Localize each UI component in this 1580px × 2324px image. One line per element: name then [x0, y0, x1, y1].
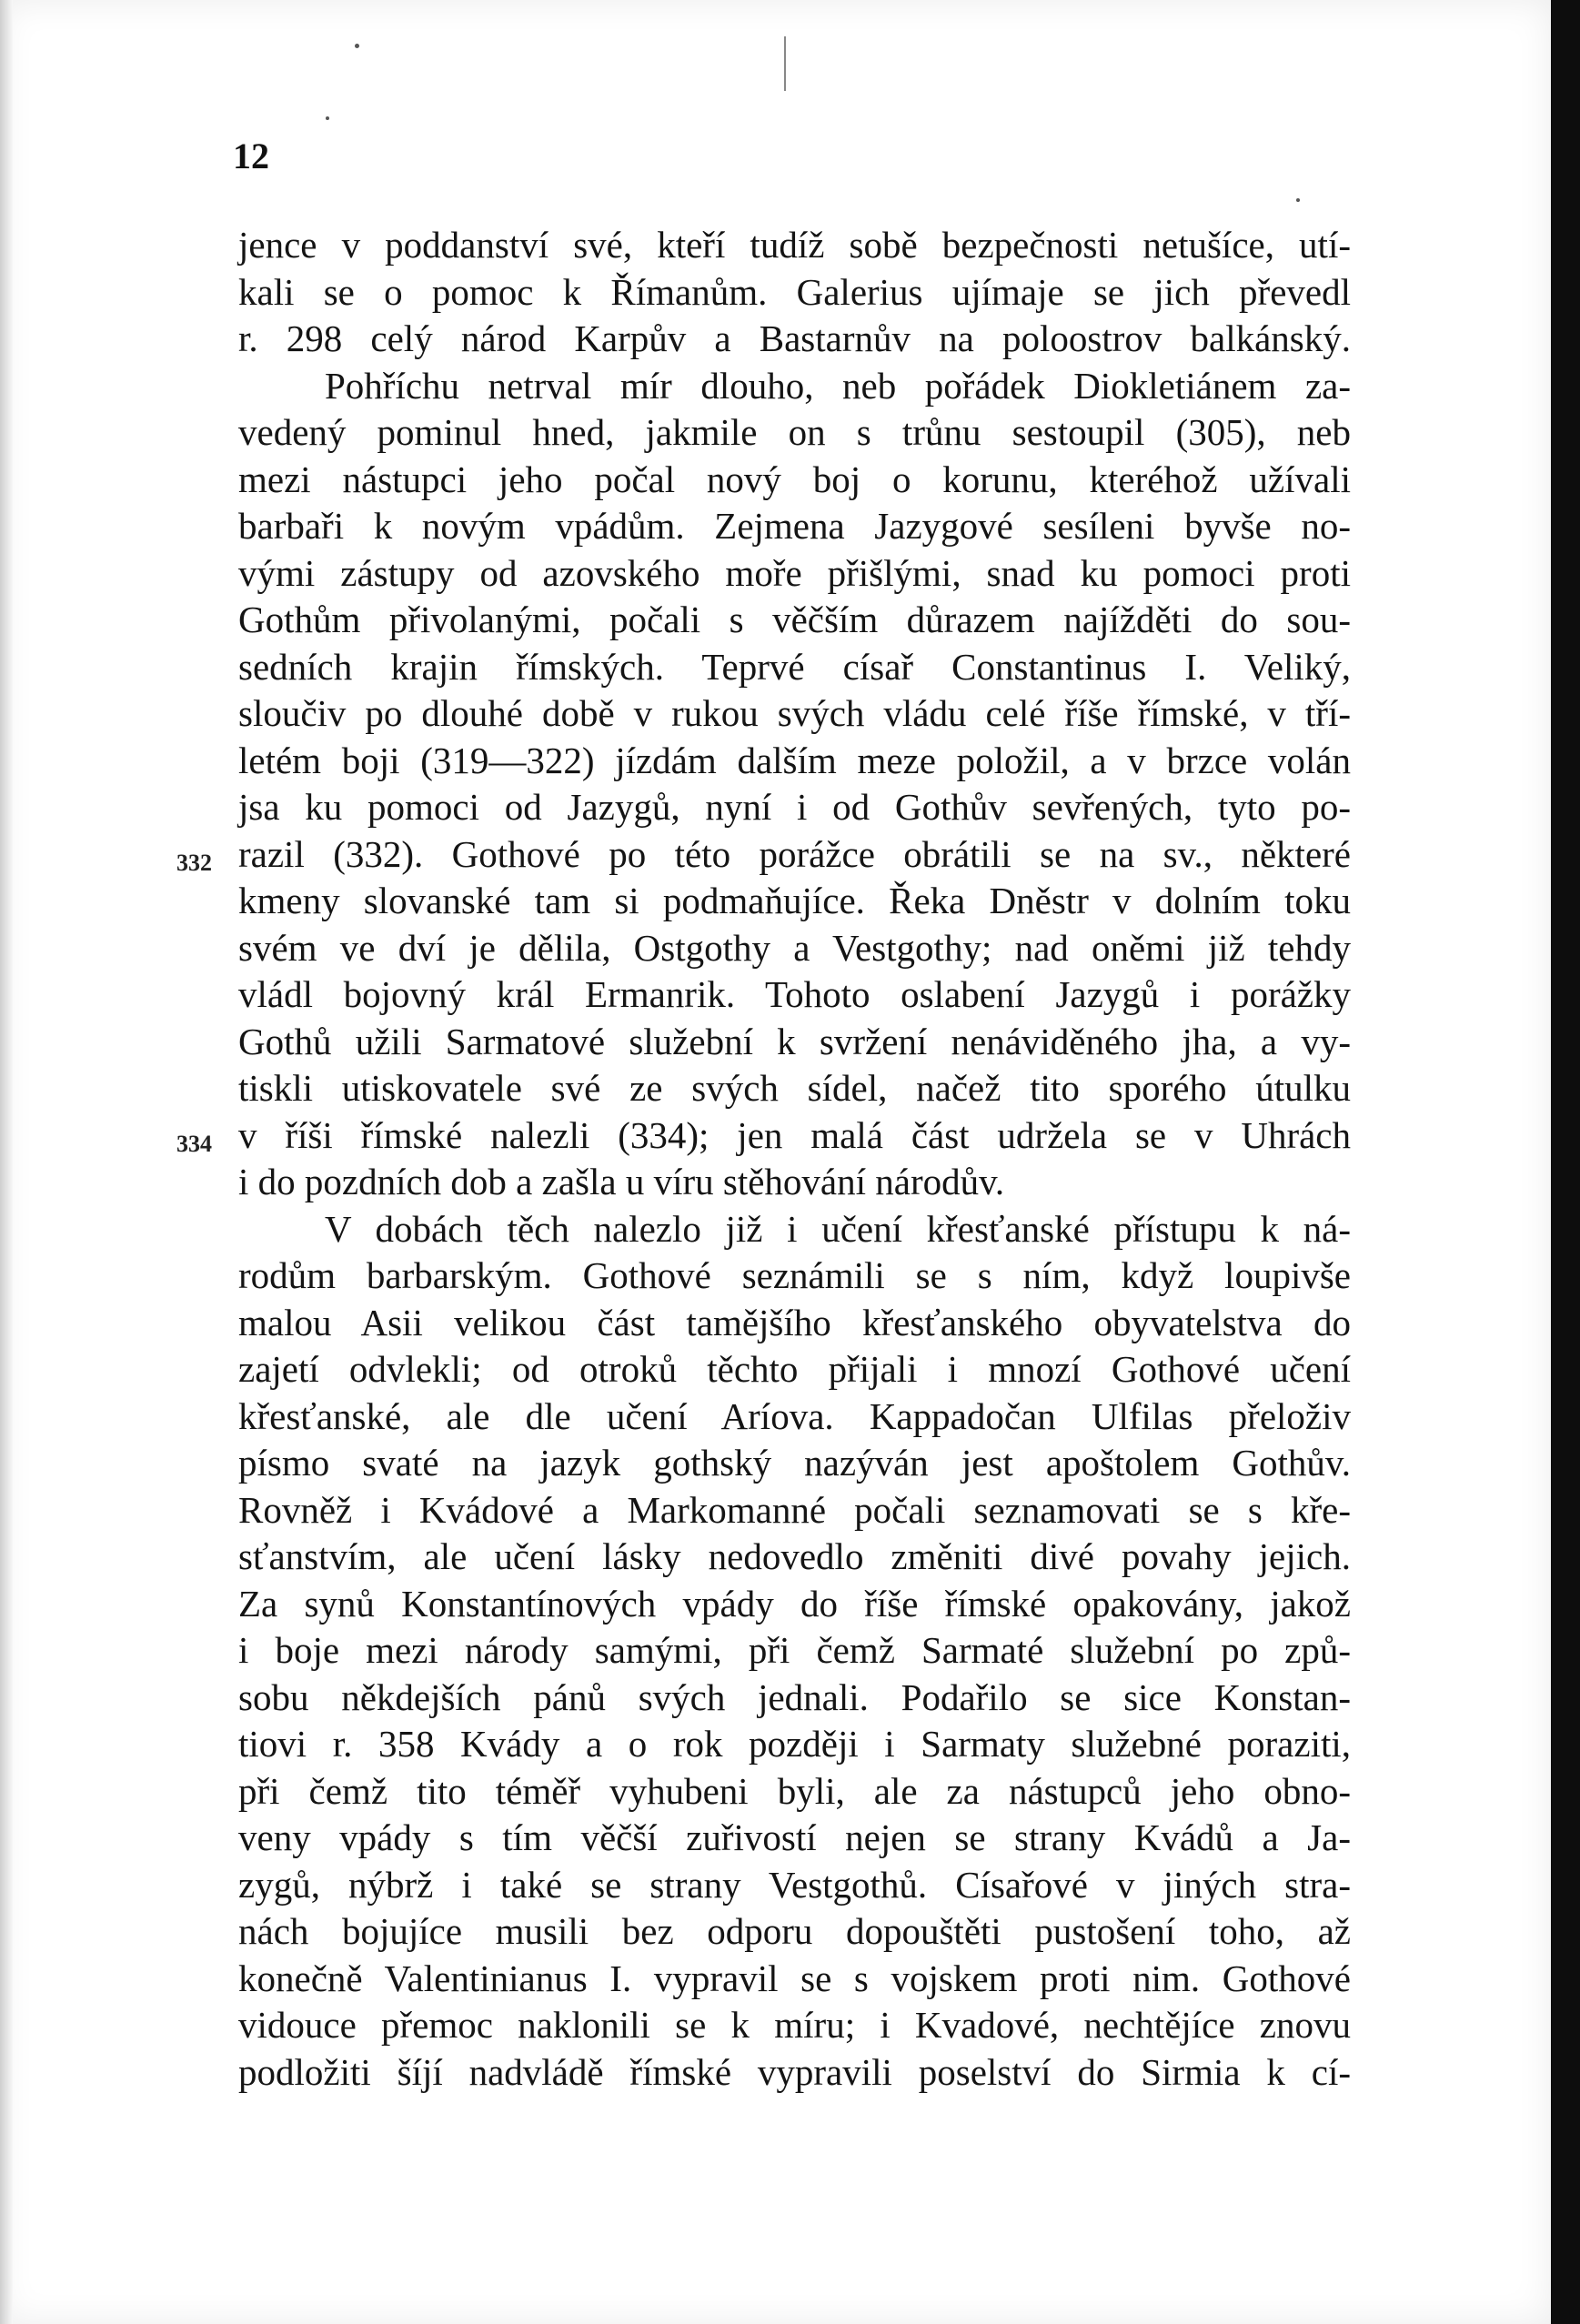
text-line: podložiti šíjí nadvládě římské vypravili poselství do Sirmia k cí-: [238, 2050, 1351, 2093]
text-line: V dobách těch nalezlo již i učení křesťanské přístupu k ná-: [325, 1207, 1351, 1250]
text-line: Za synů Konstantínových vpády do říše římské opakovány, jakož: [238, 1582, 1351, 1625]
text-line: nách bojujíce musili bez odporu dopouštěti pustošení toho, až: [238, 1910, 1351, 1952]
text-line: tiskli utiskovatele své ze svých sídel, načež tito sporého útulku: [238, 1067, 1351, 1109]
text-line: zajetí odvlekli; od otroků těchto přijali i mnozí Gothové učení: [238, 1348, 1351, 1390]
body-text: [238, 222, 1351, 2096]
text-line: jence v poddanství své, kteří tudíž sobě bezpečnosti netušíce, utí-: [238, 224, 1351, 266]
text-line: r. 298 celý národ Karpův a Bastarnův na poloostrov balkánský.: [238, 317, 1351, 359]
text-line: zygů, nýbrž i také se strany Vestgothů. Císařové v jiných stra-: [238, 1863, 1351, 1906]
text-line: vými zástupy od azovského moře přišlými, snad ku pomoci proti: [238, 551, 1351, 594]
scan-left-edge: [0, 0, 13, 2324]
text-line: razil (332). Gothové po této porážce obrátili se na sv., některé: [238, 832, 1351, 875]
text-line: barbaři k novým vpádům. Zejmena Jazygové sesíleni byvše no-: [238, 505, 1351, 547]
text-line: sobu někdejších pánů svých jednali. Podařilo se sice Konstan-: [238, 1675, 1351, 1718]
scan-speck: [326, 116, 329, 120]
text-line: Gothů užili Sarmatové služební k svržení nenáviděného jha, a vy-: [238, 1020, 1351, 1062]
text-line: jsa ku pomoci od Jazygů, nyní i od Gothův sevřených, tyto po-: [238, 786, 1351, 828]
text-line: kali se o pomoc k Římanům. Galerius ujímaje se jich převedl: [238, 270, 1351, 313]
text-line: při čemž tito téměř vyhubeni byli, ale za nástupců jeho obno-: [238, 1769, 1351, 1812]
text-line: vedený pominul hned, jakmile on s trůnu sestoupil (305), neb: [238, 411, 1351, 453]
text-line: svém ve dví je dělila, Ostgothy a Vestgothy; nad oněmi již tehdy: [238, 926, 1351, 969]
text-line: mezi nástupci jeho počal nový boj o korunu, kteréhož užívali: [238, 458, 1351, 500]
text-line: Rovněž i Kvádové a Markomanné počali seznamovati se s kře-: [238, 1488, 1351, 1531]
margin-year-note: 332: [176, 850, 212, 876]
text-line: vidouce přemoc naklonili se k míru; i Kvadové, nechtějíce znovu: [238, 2004, 1351, 2046]
text-line: rodům barbarským. Gothové seznámili se s ním, když loupivše: [238, 1254, 1351, 1296]
scan-speck: [1296, 198, 1300, 202]
text-line: písmo svaté na jazyk gothský nazýván jest apoštolem Gothův.: [238, 1442, 1351, 1484]
text-line: letém boji (319—322) jízdám dalším meze položil, a v brzce volán: [238, 739, 1351, 781]
text-line: konečně Valentinianus I. vypravil se s vojskem proti nim. Gothové: [238, 1957, 1351, 1999]
text-line: i do pozdních dob a zašla u víru stěhování národův.: [238, 1161, 1005, 1202]
text-line: sloučiv po dlouhé době v rukou svých vládu celé říše římské, v tří-: [238, 692, 1351, 734]
text-line: kmeny slovanské tam si podmaňujíce. Řeka Dněstr v dolním toku: [238, 880, 1351, 921]
text-line: vládl bojovný král Ermanrik. Tohoto oslabení Jazygů i porážky: [238, 973, 1351, 1015]
text-line: sťanstvím, ale učení lásky nedovedlo změniti divé povahy jejich.: [238, 1535, 1351, 1577]
text-line: i boje mezi národy samými, při čemž Sarmaté služební po způ-: [238, 1629, 1351, 1671]
margin-year-note: 334: [176, 1131, 212, 1157]
text-line: malou Asii velikou část tamějšího křesťanského obyvatelstva do: [238, 1301, 1351, 1343]
page-number: 12: [233, 136, 269, 176]
scan-speck: [355, 44, 359, 48]
text-line: v říši římské nalezli (334); jen malá část udržela se v Uhrách: [238, 1113, 1351, 1156]
scan-right-edge: [1551, 0, 1580, 2324]
text-line: Pohříchu netrval mír dlouho, neb pořádek Diokletiánem za-: [325, 364, 1351, 407]
scan-crease: [784, 36, 786, 91]
text-line: tiovi r. 358 Kvády a o rok později i Sarmaty služebné poraziti,: [238, 1723, 1351, 1765]
text-line: sedních krajin římských. Teprvé císař Constantinus I. Veliký,: [238, 645, 1351, 688]
text-line: křesťanské, ale dle učení Aríova. Kappadočan Ulfilas přeloživ: [238, 1394, 1351, 1437]
text-line: veny vpády s tím věčší zuřivostí nejen se strany Kvádů a Ja-: [238, 1816, 1351, 1858]
text-line: Gothům přivolanými, počali s věčším důrazem najížděti do sou-: [238, 599, 1351, 640]
